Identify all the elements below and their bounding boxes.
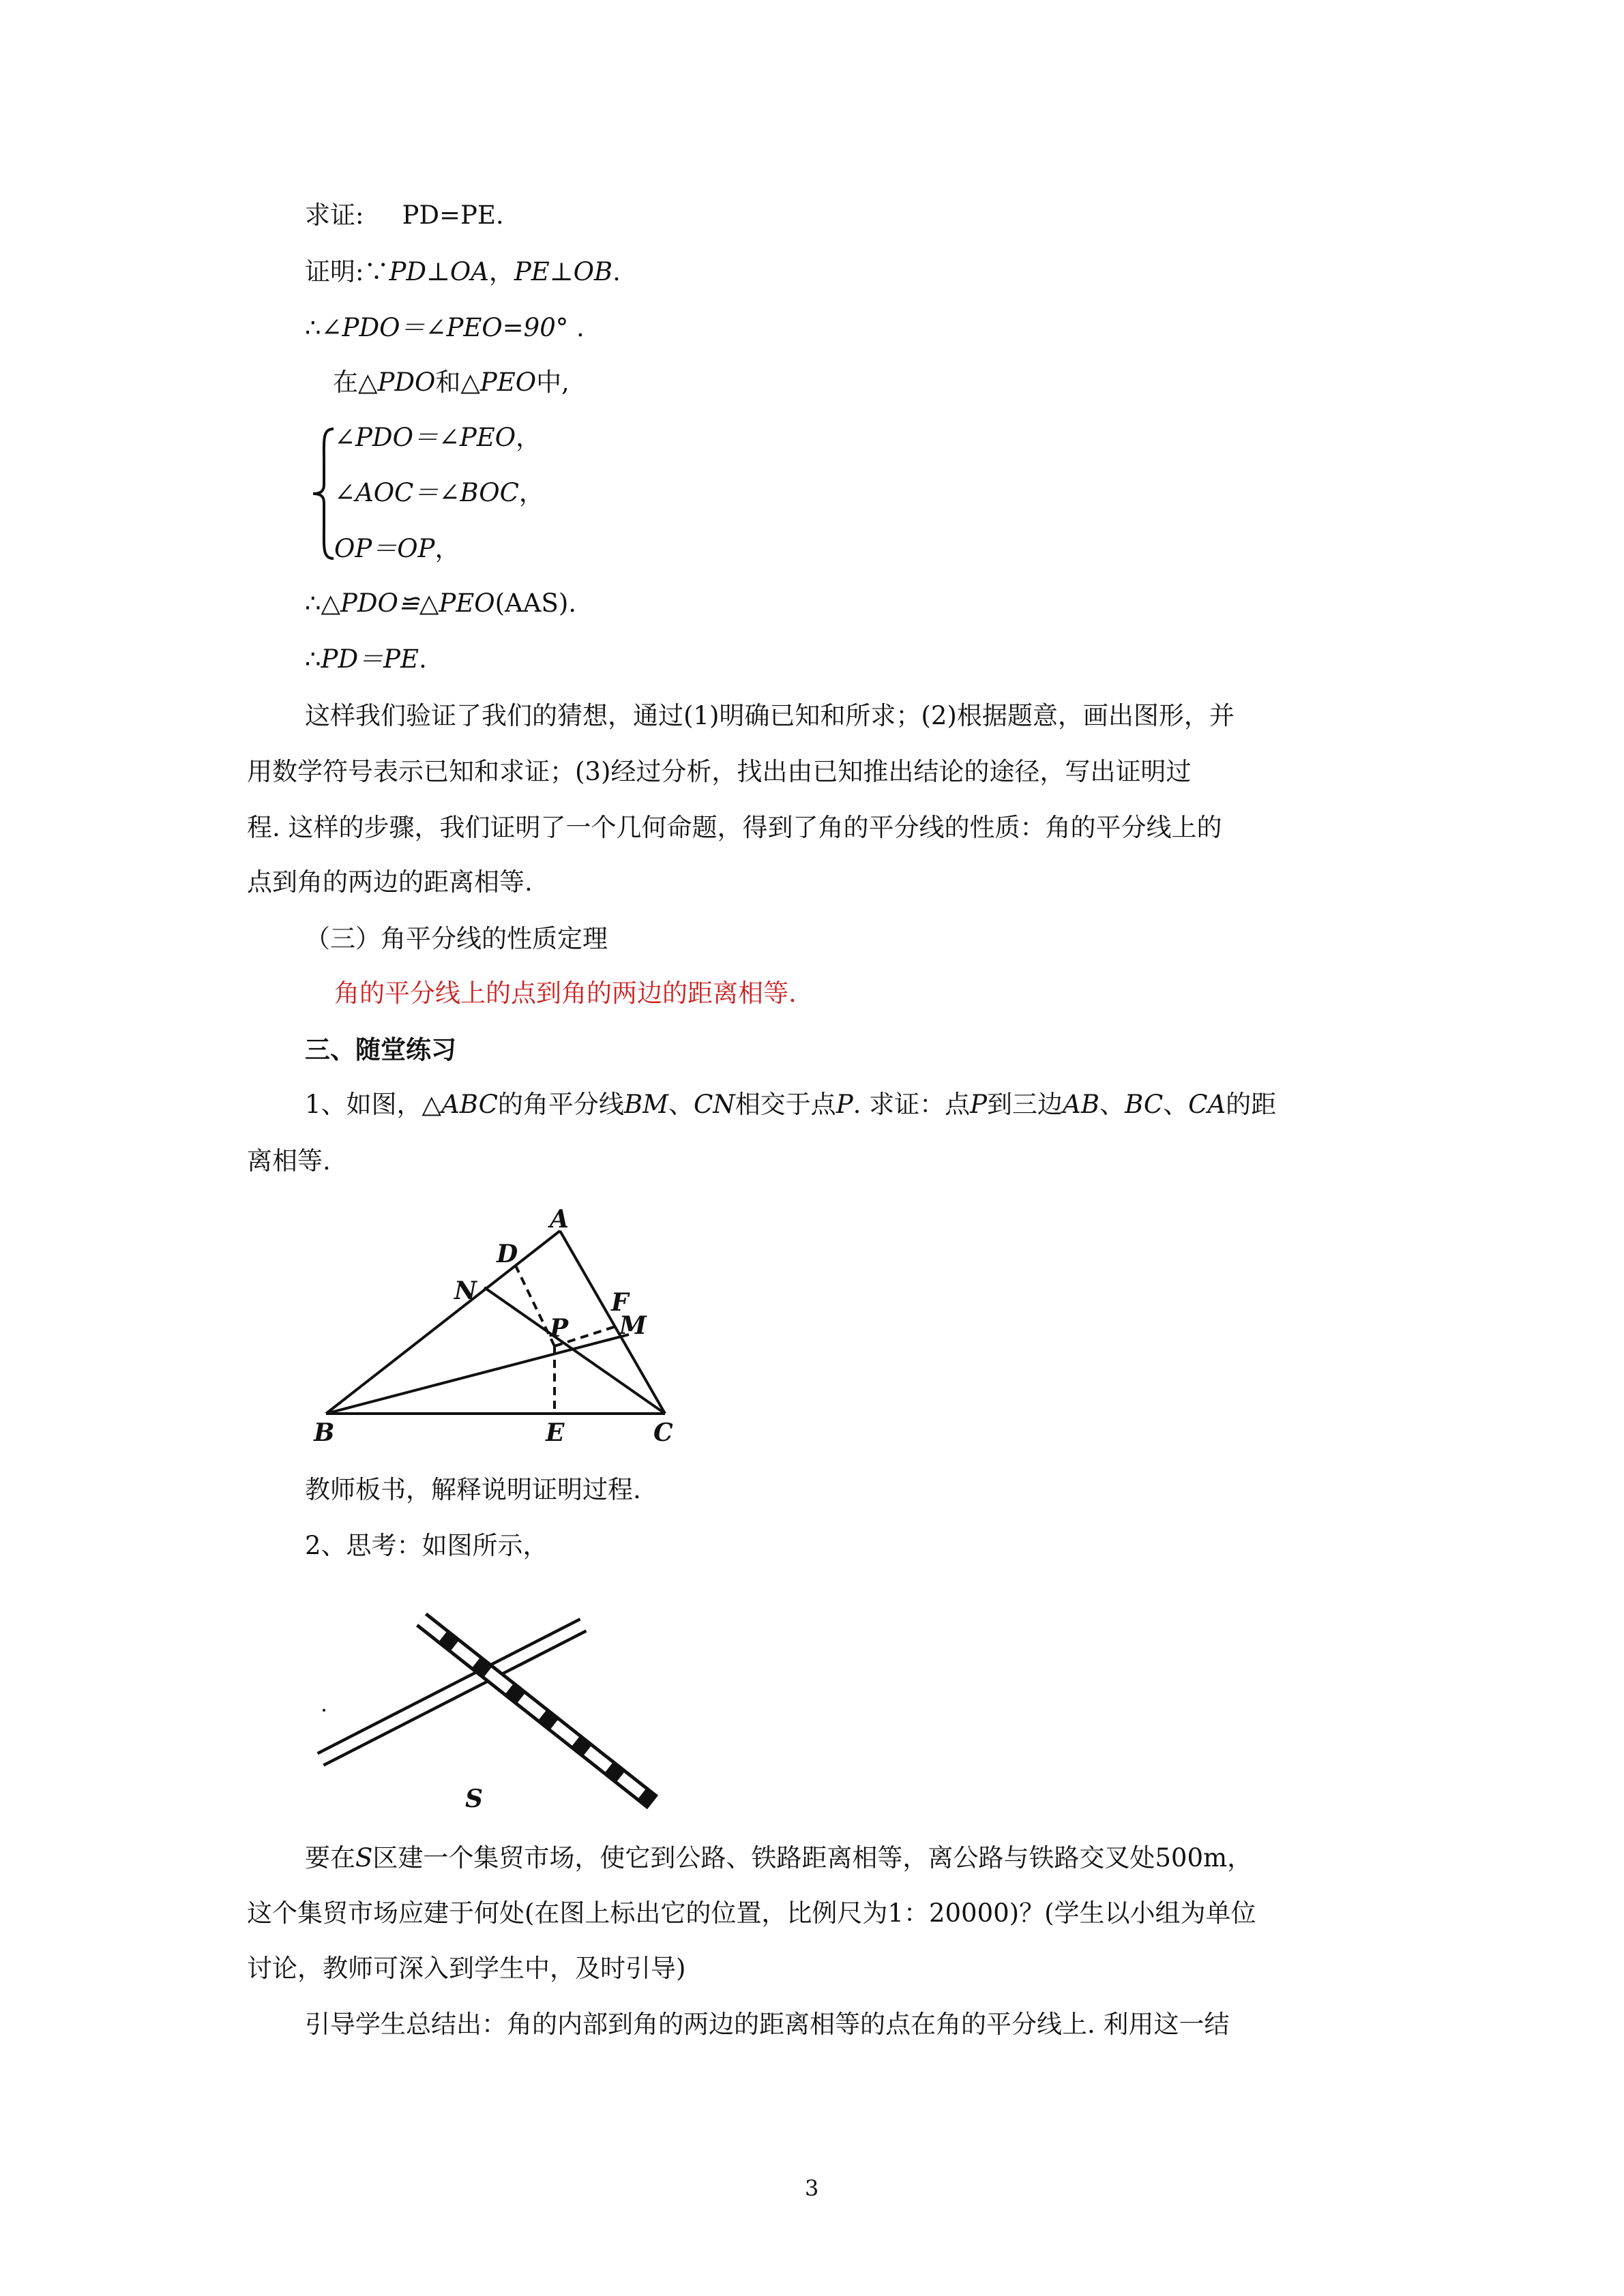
to-prove-line xyxy=(305,200,504,231)
period: . xyxy=(576,313,585,342)
paragraph1-line4: 点到角的两边的距离相等. xyxy=(247,867,533,897)
label-b: B xyxy=(314,1418,335,1447)
label-e: E xyxy=(546,1418,565,1447)
side-ba-line xyxy=(326,1231,560,1414)
text: 到三边 xyxy=(987,1090,1063,1119)
point-p: P xyxy=(836,1090,853,1119)
aas-reason: (AAS). xyxy=(494,588,577,618)
period: . xyxy=(612,257,621,286)
separator: 、 xyxy=(668,1090,694,1119)
text: 的角平分线 xyxy=(497,1090,624,1119)
label-a: A xyxy=(550,1205,569,1234)
side-ac-line xyxy=(560,1231,665,1414)
teacher-note: 教师板书，解释说明证明过程. xyxy=(305,1475,641,1504)
and-word: 和 xyxy=(435,368,461,397)
triangle-figure xyxy=(300,1207,696,1446)
result-line xyxy=(305,644,427,675)
condition-1 xyxy=(334,422,541,453)
comma: ， xyxy=(434,534,460,563)
label-d: D xyxy=(497,1240,518,1268)
condition-2-text: ∠AOC＝∠BOC xyxy=(334,478,519,507)
label-p: P xyxy=(550,1314,569,1343)
segment-cn: CN xyxy=(694,1090,735,1119)
result-statement: PD＝PE xyxy=(321,644,419,674)
proof-line-3 xyxy=(333,367,570,398)
left-brace-icon xyxy=(310,426,338,561)
period: . xyxy=(419,644,427,674)
to-prove-equation: PD=PE. xyxy=(402,200,504,230)
paragraph3-line1: 引导学生总结出：角的内部到角的两边的距离相等的点在角的平分线上. 利用这一结 xyxy=(305,2010,1230,2039)
separator: 、 xyxy=(1163,1090,1189,1119)
paragraph1-line2: 用数学符号表示已知和求证；(3)经过分析，找出由已知推出结论的途径，写出证明过 xyxy=(247,757,1192,786)
road-railway-figure xyxy=(300,1602,682,1828)
text: 的距 xyxy=(1226,1090,1277,1119)
section3-heading: 三、随堂练习 xyxy=(305,1035,456,1064)
exercise1-prefix: 1、如图， xyxy=(305,1090,422,1119)
congruence-statement: △PDO≌△PEO xyxy=(321,588,495,618)
to-prove-label: 求证: xyxy=(305,200,364,230)
point-p: P xyxy=(970,1090,988,1119)
because-symbol: ∵ xyxy=(364,257,389,286)
paragraph1-line1: 这样我们验证了我们的猜想，通过(1)明确已知和所求；(2)根据题意，画出图形，并 xyxy=(305,701,1235,730)
theorem-statement: 角的平分线上的点到角的两边的距离相等. xyxy=(334,979,797,1008)
text: . 求证：点 xyxy=(853,1090,971,1119)
bisector-cn-line xyxy=(484,1287,665,1414)
proof-label: 证明: xyxy=(305,257,364,286)
paragraph2-line3: 讨论，教师可深入到学生中，及时引导) xyxy=(247,1954,686,1983)
comma: ， xyxy=(518,478,544,507)
condition-3 xyxy=(334,533,460,565)
text: 区建一个集贸市场，使它到公路、铁路距离相等，离公路与铁路交叉处500m， xyxy=(372,1843,1253,1873)
label-m: M xyxy=(619,1311,647,1340)
therefore-symbol: ∴ xyxy=(305,588,321,618)
text: 相交于点 xyxy=(735,1090,836,1119)
comma: ， xyxy=(488,257,514,286)
bisector-bm-line xyxy=(326,1335,629,1414)
triangle-peo: △PEO xyxy=(460,368,537,397)
exercise1-line1 xyxy=(305,1089,1276,1120)
congruence-line xyxy=(305,588,576,619)
right-angle-equation: ∠PDO＝∠PEO=90° xyxy=(321,313,569,342)
exercise2-heading: 2、思考：如图所示， xyxy=(305,1531,548,1560)
paragraph1-line3: 程. 这样的步骤，我们证明了一个几何命题，得到了角的平分线的性质：角的平分线上的 xyxy=(247,813,1222,842)
exercise1-line2: 离相等. xyxy=(247,1146,331,1176)
side-bc: BC xyxy=(1124,1090,1164,1119)
side-ca: CA xyxy=(1188,1090,1226,1119)
proof-line-1 xyxy=(305,256,621,288)
label-f: F xyxy=(611,1288,629,1317)
proof-line-2 xyxy=(305,312,585,344)
pe-perp-ob: PE⊥OB xyxy=(514,257,613,286)
label-s: S xyxy=(465,1785,483,1813)
triangle-pdo: △PDO xyxy=(358,368,436,397)
therefore-symbol: ∴ xyxy=(305,313,321,342)
side-ab: AB xyxy=(1063,1090,1099,1119)
therefore-symbol: ∴ xyxy=(305,644,321,674)
page-number: 3 xyxy=(805,2175,819,2201)
text: 要在 xyxy=(305,1843,355,1873)
perpendicular-pd xyxy=(514,1262,555,1346)
paragraph2-line1 xyxy=(305,1843,1252,1874)
triangle-abc: △ABC xyxy=(422,1090,498,1119)
separator: 、 xyxy=(1099,1090,1125,1119)
theorem-heading: （三）角平分线的性质定理 xyxy=(305,924,608,953)
condition-1-text: ∠PDO＝∠PEO xyxy=(334,423,516,452)
label-c: C xyxy=(653,1418,673,1447)
condition-3-text: OP＝OP xyxy=(334,534,435,563)
pd-perp-oa: PD⊥OA xyxy=(389,257,489,286)
comma: ， xyxy=(516,423,542,452)
in-suffix: 中, xyxy=(536,368,570,397)
condition-2 xyxy=(334,477,544,509)
label-n: N xyxy=(454,1277,477,1305)
in-prefix: 在 xyxy=(333,368,358,397)
region-s: S xyxy=(355,1843,373,1873)
paragraph2-line2: 这个集贸市场应建于何处(在图上标出它的位置，比例尺为1：20000)？(学生以小组为单位 xyxy=(247,1898,1256,1928)
segment-bm: BM xyxy=(623,1090,668,1119)
